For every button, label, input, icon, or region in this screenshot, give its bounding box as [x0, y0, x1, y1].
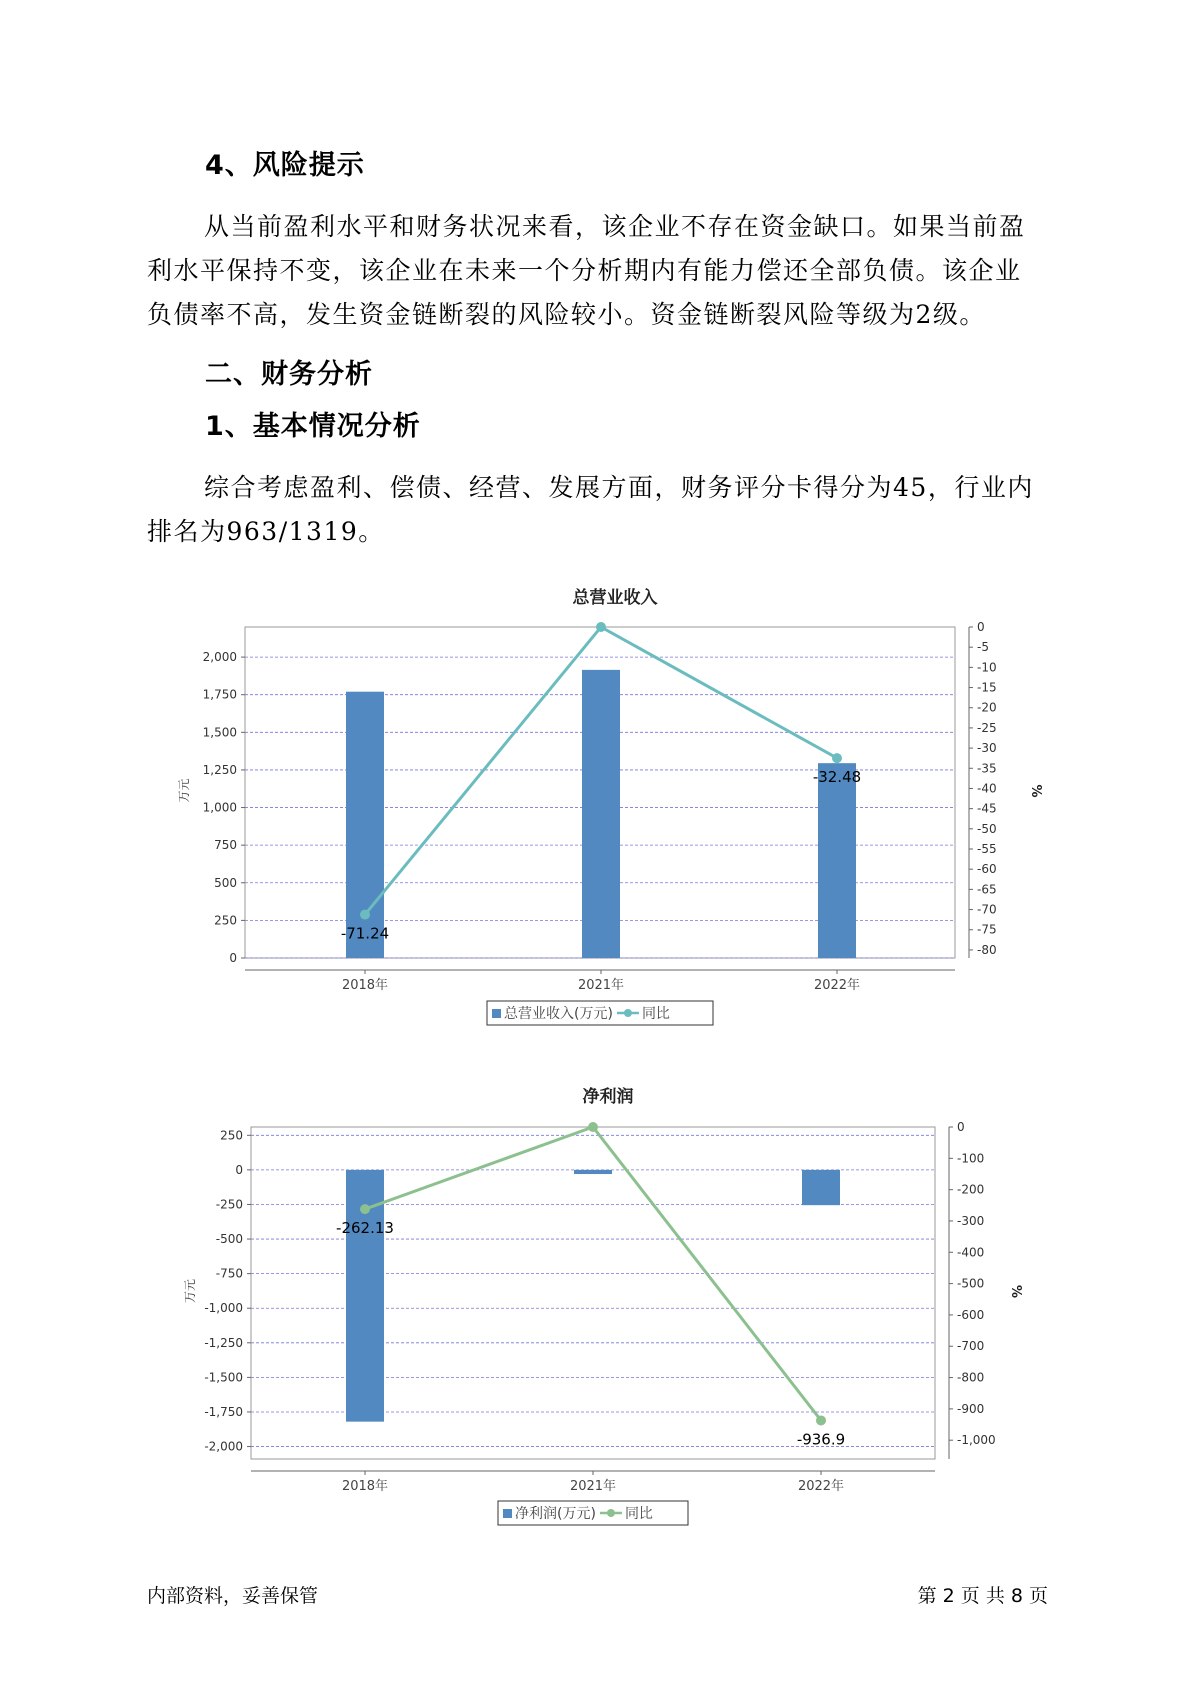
y-tick-label: -2,000 [204, 1439, 243, 1454]
y-axis-label-right: % [1008, 1285, 1023, 1299]
x-tick-label: 2022年 [813, 978, 861, 993]
bar [574, 1170, 612, 1174]
bar [802, 1170, 840, 1205]
footer-note: 内部资料，妥善保管 [147, 1585, 319, 1607]
right-tick-label: -25 [977, 720, 997, 735]
legend-bar-swatch [503, 1509, 512, 1518]
right-tick-label: 0 [977, 620, 985, 634]
basic-analysis-paragraph: 综合考虑盈利、偿债、经营、发展方面，财务评分卡得分为45，行业内排名为963/1319。 [147, 473, 1034, 546]
right-tick-label: -200 [957, 1182, 985, 1197]
right-tick-label: -45 [977, 801, 997, 816]
x-tick-label: 2021年 [577, 978, 625, 993]
x-tick-label: 2018年 [341, 1479, 389, 1494]
legend-line-marker [607, 1509, 615, 1517]
legend-line-label: 同比 [624, 1506, 653, 1522]
right-tick-label: -65 [977, 882, 997, 897]
y-tick-label: 1,000 [202, 800, 237, 815]
right-tick-label: -70 [977, 902, 997, 917]
legend-line-label: 同比 [641, 1006, 670, 1022]
point-label: -936.9 [796, 1430, 846, 1449]
right-tick-label: -50 [977, 821, 997, 836]
point-label: -262.13 [336, 1219, 394, 1238]
point-label: -32.48 [812, 768, 862, 787]
y-tick-label: 0 [235, 1162, 243, 1177]
y-tick-label: 1,500 [202, 725, 237, 740]
y-tick-label: -1,500 [204, 1370, 243, 1385]
legend-bar-label: 总营业收入(万元) [504, 1006, 613, 1022]
y-tick-label: 2,000 [202, 650, 237, 665]
basic-analysis-heading: 1、基本情况分析 [205, 411, 421, 442]
right-tick-label: -15 [977, 680, 997, 695]
line-point [588, 1122, 598, 1132]
right-tick-label: -5 [977, 640, 989, 655]
x-tick-label: 2021年 [569, 1479, 617, 1494]
risk-paragraph: 从当前盈利水平和财务状况来看，该企业不存在资金缺口。如果当前盈利水平保持不变，该企业在未来一个分析期内有能力偿还全部负债。该企业负债率不高，发生资金链断裂的风险较小。资金链断裂风险等级为2级。 [147, 212, 1026, 329]
y-tick-label: 250 [214, 913, 237, 928]
right-tick-label: -10 [977, 660, 997, 675]
right-tick-label: -35 [977, 761, 997, 776]
y-tick-label: 250 [220, 1128, 243, 1143]
chart-title: 净利润 [582, 1087, 634, 1107]
y-tick-label: -500 [215, 1232, 243, 1247]
right-tick-label: -400 [957, 1245, 985, 1260]
y-tick-label: -1,000 [204, 1301, 243, 1316]
right-tick-label: -40 [977, 781, 997, 796]
x-tick-label: 2022年 [797, 1479, 845, 1494]
x-tick-label: 2018年 [341, 978, 389, 993]
right-tick-label: -75 [977, 922, 997, 937]
right-tick-label: -60 [977, 862, 997, 877]
finance-heading: 二、财务分析 [205, 359, 373, 390]
y-tick-label: 500 [214, 875, 237, 890]
right-tick-label: -300 [957, 1213, 985, 1228]
y-tick-label: 1,250 [202, 762, 237, 777]
y-tick-label: 750 [214, 838, 237, 853]
legend-bar-label: 净利润(万元) [515, 1506, 596, 1522]
chart-title: 总营业收入 [572, 588, 658, 608]
page-number: 第 2 页 共 8 页 [917, 1585, 1048, 1607]
y-tick-label: -250 [215, 1197, 243, 1212]
right-tick-label: -20 [977, 700, 997, 715]
risk-heading: 4、风险提示 [205, 150, 365, 181]
y-tick-label: -750 [215, 1266, 243, 1281]
y-axis-label: 万元 [183, 1278, 197, 1303]
right-tick-label: -700 [957, 1339, 985, 1354]
right-tick-label: -80 [977, 942, 997, 957]
y-axis-label-right: % [1028, 784, 1043, 798]
right-tick-label: -800 [957, 1370, 985, 1385]
y-tick-label: -1,250 [204, 1335, 243, 1350]
point-label: -71.24 [340, 924, 390, 943]
y-tick-label: 1,750 [202, 687, 237, 702]
right-tick-label: -55 [977, 842, 997, 857]
line-point [816, 1415, 826, 1425]
right-tick-label: -500 [957, 1276, 985, 1291]
right-tick-label: -900 [957, 1401, 985, 1416]
right-tick-label: -100 [957, 1151, 985, 1166]
right-tick-label: -600 [957, 1307, 985, 1322]
right-tick-label: -1,000 [957, 1433, 996, 1448]
y-tick-label: 0 [229, 951, 237, 965]
right-tick-label: 0 [957, 1120, 965, 1134]
right-tick-label: -30 [977, 741, 997, 756]
line-point [360, 1204, 370, 1214]
y-axis-label: 万元 [177, 778, 191, 803]
y-tick-label: -1,750 [204, 1404, 243, 1419]
